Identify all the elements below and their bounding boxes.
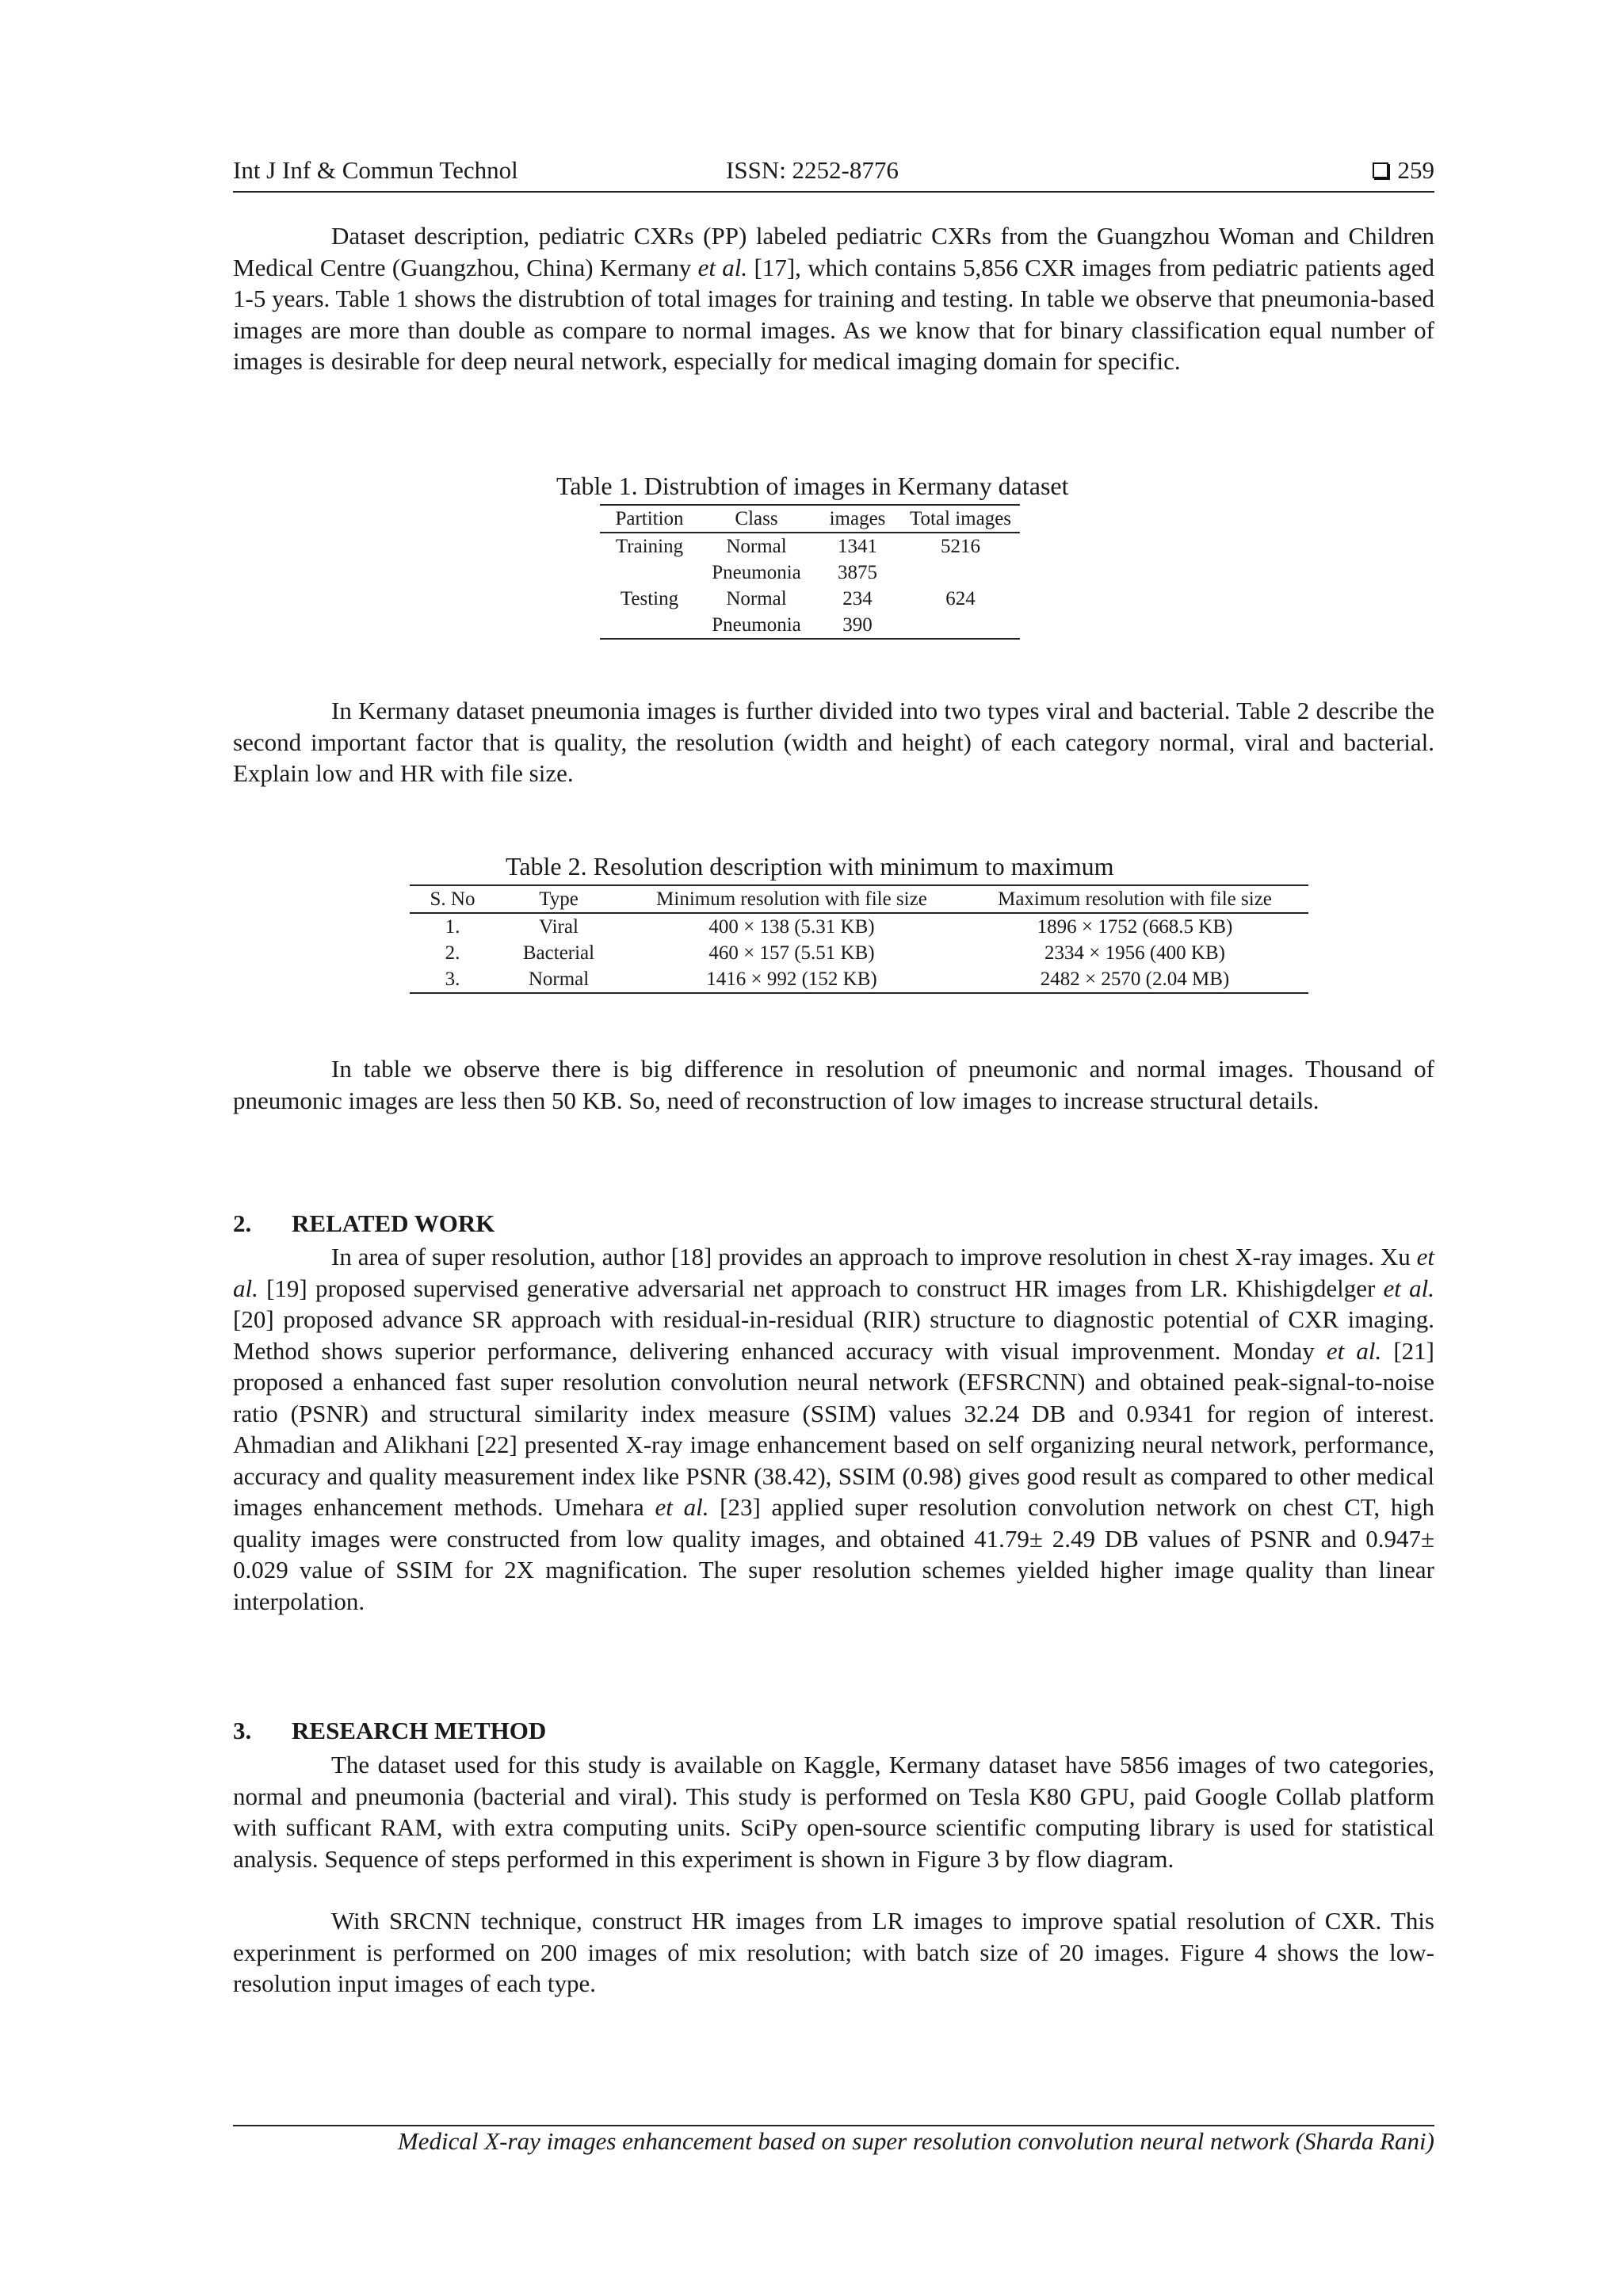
table-cell: 3875: [838, 562, 877, 583]
table-cell: Pneumonia: [712, 562, 801, 583]
table-cell: 1.: [445, 916, 460, 938]
table-row: [600, 560, 1020, 586]
text-segment: [23] applied super resolution convolution network on chest CT, high quality images were constructed from low quality images, and obtained 41.79± 2.49 DB values of PSNR and 0.947± 0.029 value of SSIM for 2X magnification. The super resolution schemes yielded higher image quality than linear interpolation.: [233, 1493, 1434, 1615]
italic-text: et al.: [1326, 1336, 1382, 1365]
italic-text: et al.: [1383, 1274, 1434, 1302]
table-cell: [901, 560, 1020, 586]
column-header: Class: [699, 505, 814, 533]
text-segment: Dataset description, pediatric CXRs (PP) labeled pediatric CXRs from the Guangzhou Woman and Children Medical Centre (Guangzhou, China) Kermany: [233, 222, 1434, 281]
section-title: RELATED WORK: [292, 1209, 495, 1237]
table-cell: Training: [615, 536, 684, 557]
table-cell: 390: [814, 612, 901, 639]
table-cell: 1416 × 992 (152 KB): [622, 966, 961, 993]
table-cell: 400 × 138 (5.31 KB): [708, 916, 875, 938]
paragraph-resolution-difference: [233, 1053, 1434, 1116]
table-cell: Pneumonia: [699, 612, 814, 639]
table-cell: 2482 × 2570 (2.04 MB): [961, 966, 1308, 993]
table-cell: Testing: [620, 588, 679, 609]
table-row: [410, 913, 1308, 940]
paragraph-kermany-types: [233, 695, 1434, 789]
table2-body: [410, 913, 1308, 993]
table-row: [600, 612, 1020, 639]
table-cell: Normal: [726, 588, 787, 609]
table-cell: 2334 × 1956 (400 KB): [1044, 942, 1225, 964]
table1-body: [600, 533, 1020, 639]
page-number: 259: [1397, 156, 1434, 184]
journal-name: Int J Inf & Commun Technol: [233, 156, 518, 184]
section-heading-research-method: [233, 1717, 546, 1745]
table-cell: Normal: [726, 536, 787, 557]
italic-text: et al.: [697, 253, 748, 281]
table-cell: 234: [842, 588, 873, 609]
table-cell: [901, 612, 1020, 639]
italic-text: et al.: [233, 1243, 1434, 1302]
table2: [410, 884, 1308, 994]
table-cell: 1341: [838, 536, 877, 557]
column-header: Minimum resolution with file size: [622, 885, 961, 913]
column-header: Partition: [600, 505, 699, 533]
table-cell: 1896 × 1752 (668.5 KB): [1037, 916, 1233, 938]
section-number: 2.: [233, 1209, 252, 1237]
column-header: S. No: [410, 885, 495, 913]
table-row: [600, 586, 1020, 612]
table-row: [600, 533, 1020, 560]
paragraph-research-method-1: [233, 1749, 1434, 1874]
table2-caption: Table 2. Resolution description with minimum to maximum: [506, 852, 1114, 881]
table-cell: Viral: [539, 916, 579, 938]
paragraph-related-work: [233, 1241, 1434, 1617]
text-segment: With SRCNN technique, construct HR images from LR images to improve spatial resolution of CXR. This experinment is performed on 200 images of mix resolution; with batch size of 20 images. Figure 4 shows the low-resolution input images of each type.: [233, 1907, 1434, 1997]
table-row: [410, 966, 1308, 993]
section-heading-related-work: [233, 1209, 495, 1238]
table-cell: 460 × 157 (5.51 KB): [708, 942, 875, 964]
text-segment: [19] proposed supervised generative adversarial net approach to construct HR images from LR. Khishigdelger: [258, 1274, 1384, 1302]
running-header: [233, 156, 1434, 193]
section-number: 3.: [233, 1717, 252, 1744]
table-cell: 624: [945, 588, 976, 609]
text-segment: [17], which contains 5,856 CXR images from pediatric patients aged 1-5 years. Table 1 shows the distrubtion of total images for training and testing. In table we observe that pneumonia-based images are more than double as compare to normal images. As we know that for binary classification equal number of images is desirable for deep neural network, especially for medical imaging domain for specific.: [233, 253, 1434, 375]
table1-header-row: [600, 505, 1020, 533]
table-cell: 2.: [445, 942, 460, 964]
table2-grid: [410, 884, 1308, 994]
column-header: Total images: [901, 505, 1020, 533]
footer-running-title: Medical X-ray images enhancement based on super resolution convolution neural network (Sharda Rani): [397, 2127, 1434, 2155]
footer-rule: [233, 2125, 1434, 2126]
paragraph-dataset-description: [233, 220, 1434, 377]
italic-text: et al.: [655, 1493, 709, 1521]
table1-caption: Table 1. Distrubtion of images in Kermany dataset: [556, 472, 1069, 500]
table-cell: Bacterial: [522, 942, 595, 964]
table-cell: [600, 560, 699, 586]
text-segment: [21] proposed a enhanced fast super resolution convolution neural network (EFSRCNN) and obtained peak-signal-to-noise ratio (PSNR) and structural similarity index measure (SSIM) values 32.24 DB and 0.9341 for region of interest. Ahmadian and Alikhani [22] presented X-ray image enhancement based on self organizing neural network, performance, accuracy and quality measurement index like PSNR (38.42), SSIM (0.98) gives good result as compared to other medical images enhancement methods. Umehara: [233, 1336, 1434, 1521]
table1-grid: [600, 504, 1020, 640]
table-cell: 3.: [410, 966, 495, 993]
text-segment: In Kermany dataset pneumonia images is further divided into two types viral and bacterial. Table 2 describe the second important factor that is quality, the resolution (width and height) of each category normal, viral and bacterial. Explain low and HR with file size.: [233, 697, 1434, 787]
text-segment: In table we observe there is big difference in resolution of pneumonic and normal images. Thousand of pneumonic images are less then 50 KB. So, need of reconstruction of low images to increase structural details.: [233, 1055, 1434, 1114]
column-header: Type: [495, 885, 622, 913]
text-segment: In area of super resolution, author [18] provides an approach to improve resolution in chest X-ray images. Xu: [331, 1243, 1417, 1270]
square-box-icon: [1373, 162, 1388, 178]
paragraph-research-method-2: [233, 1905, 1434, 2000]
section-title: RESEARCH METHOD: [292, 1717, 547, 1744]
column-header: images: [814, 505, 901, 533]
table-cell: [600, 612, 699, 639]
table-row: [410, 940, 1308, 966]
column-header: Maximum resolution with file size: [961, 885, 1308, 913]
table-cell: 5216: [941, 536, 980, 557]
text-segment: The dataset used for this study is available on Kaggle, Kermany dataset have 5856 images of two categories, normal and pneumonia (bacterial and viral). This study is performed on Tesla K80 GPU, paid Google Collab platform with sufficant RAM, with extra computing units. SciPy open-source scientific computing library is used for statistical analysis. Sequence of steps performed in this experiment is shown in Figure 3 by flow diagram.: [233, 1751, 1434, 1873]
text-segment: [20] proposed advance SR approach with residual-in-residual (RIR) structure to diagnostic potential of CXR imaging. Method shows superior performance, delivering enhanced accuracy with visual improvenment. Monday: [233, 1305, 1434, 1365]
issn-label: ISSN: 2252-8776: [726, 156, 899, 184]
table2-header-row: [410, 885, 1308, 913]
table1: [600, 504, 1020, 640]
table-cell: Normal: [495, 966, 622, 993]
